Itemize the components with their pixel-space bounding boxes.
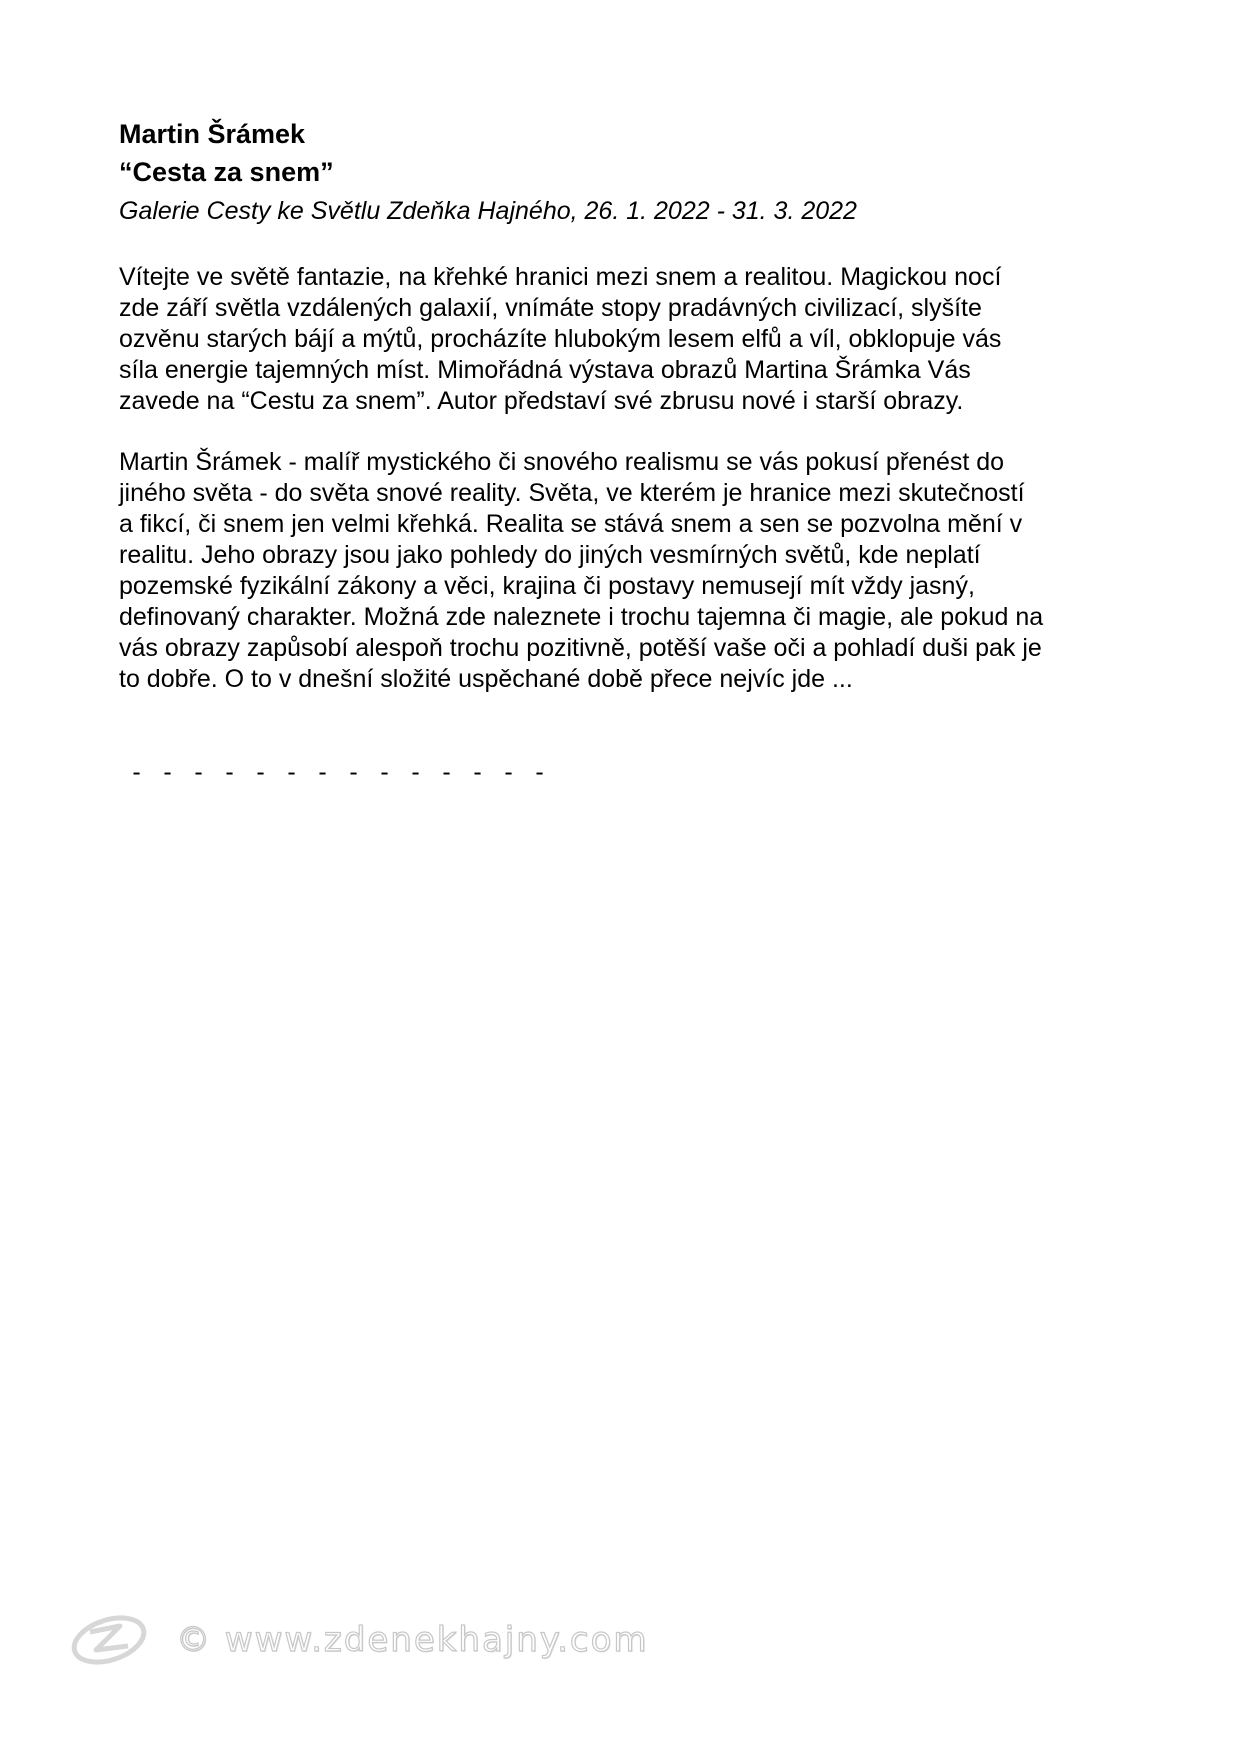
zh-logo-icon xyxy=(68,1610,150,1670)
exhibition-title: “Cesta za snem” xyxy=(119,157,334,187)
separator-dash: - xyxy=(318,758,327,786)
watermark xyxy=(68,1610,649,1670)
separator-dash: - xyxy=(380,758,389,786)
separator-dash: - xyxy=(535,758,544,786)
heading-block xyxy=(119,115,1119,231)
paragraph-line: zde září světla vzdálených galaxií, vnímáte stopy pradávných civilizací, slyšíte xyxy=(119,294,982,322)
paragraph-line: realitu. Jeho obrazy jsou jako pohledy do jiných vesmírných světů, kde neplatí xyxy=(119,541,981,569)
paragraph-line: to dobře. O to v dnešní složité uspěchané době přece nejvíc jde ... xyxy=(119,665,853,693)
author-name: Martin Šrámek xyxy=(119,119,306,149)
paragraph-line: síla energie tajemných míst. Mimořádná výstava obrazů Martina Šrámka Vás xyxy=(119,356,971,384)
separator-dash: - xyxy=(194,758,203,786)
separator-dash: - xyxy=(442,758,451,786)
separator-dash: - xyxy=(132,758,141,786)
watermark-text: © www.zdenekhajny.com xyxy=(176,1620,649,1660)
paragraph-line: zavede na “Cestu za snem”. Autor představí své zbrusu nové i starší obrazy. xyxy=(119,387,964,415)
separator-dash: - xyxy=(349,758,358,786)
paragraph-line: a fikcí, či snem jen velmi křehká. Realita se stává snem a sen se pozvolna mění v xyxy=(119,510,1023,538)
separator-dash: - xyxy=(256,758,265,786)
paragraph-line: definovaný charakter. Možná zde naleznete i trochu tajemna či magie, ale pokud na xyxy=(119,603,1044,631)
separator-dash: - xyxy=(287,758,296,786)
artist-paragraph xyxy=(119,447,1139,695)
exhibition-venue-dates: Galerie Cesty ke Světlu Zdeňka Hajného, 26. 1. 2022 - 31. 3. 2022 xyxy=(119,197,857,225)
separator-dash: - xyxy=(225,758,234,786)
dashed-separator xyxy=(130,758,546,787)
intro-paragraph xyxy=(119,262,1139,417)
separator-dash: - xyxy=(473,758,482,786)
paragraph-line: Vítejte ve světě fantazie, na křehké hranici mezi snem a realitou. Magickou nocí xyxy=(119,263,1002,291)
paragraph-line: pozemské fyzikální zákony a věci, krajina či postavy nemusejí mít vždy jasný, xyxy=(119,572,975,600)
separator-dash: - xyxy=(504,758,513,786)
paragraph-line: Martin Šrámek - malíř mystického či snového realismu se vás pokusí přenést do xyxy=(119,448,1005,476)
paragraph-line: jiného světa - do světa snové reality. Světa, ve kterém je hranice mezi skutečností xyxy=(119,479,1025,507)
paragraph-line: ozvěnu starých bájí a mýtů, procházíte hlubokým lesem elfů a víl, obklopuje vás xyxy=(119,325,1002,353)
separator-dash: - xyxy=(163,758,172,786)
paragraph-line: vás obrazy zapůsobí alespoň trochu pozitivně, potěší vaše oči a pohladí duši pak je xyxy=(119,634,1042,662)
separator-dash: - xyxy=(411,758,420,786)
